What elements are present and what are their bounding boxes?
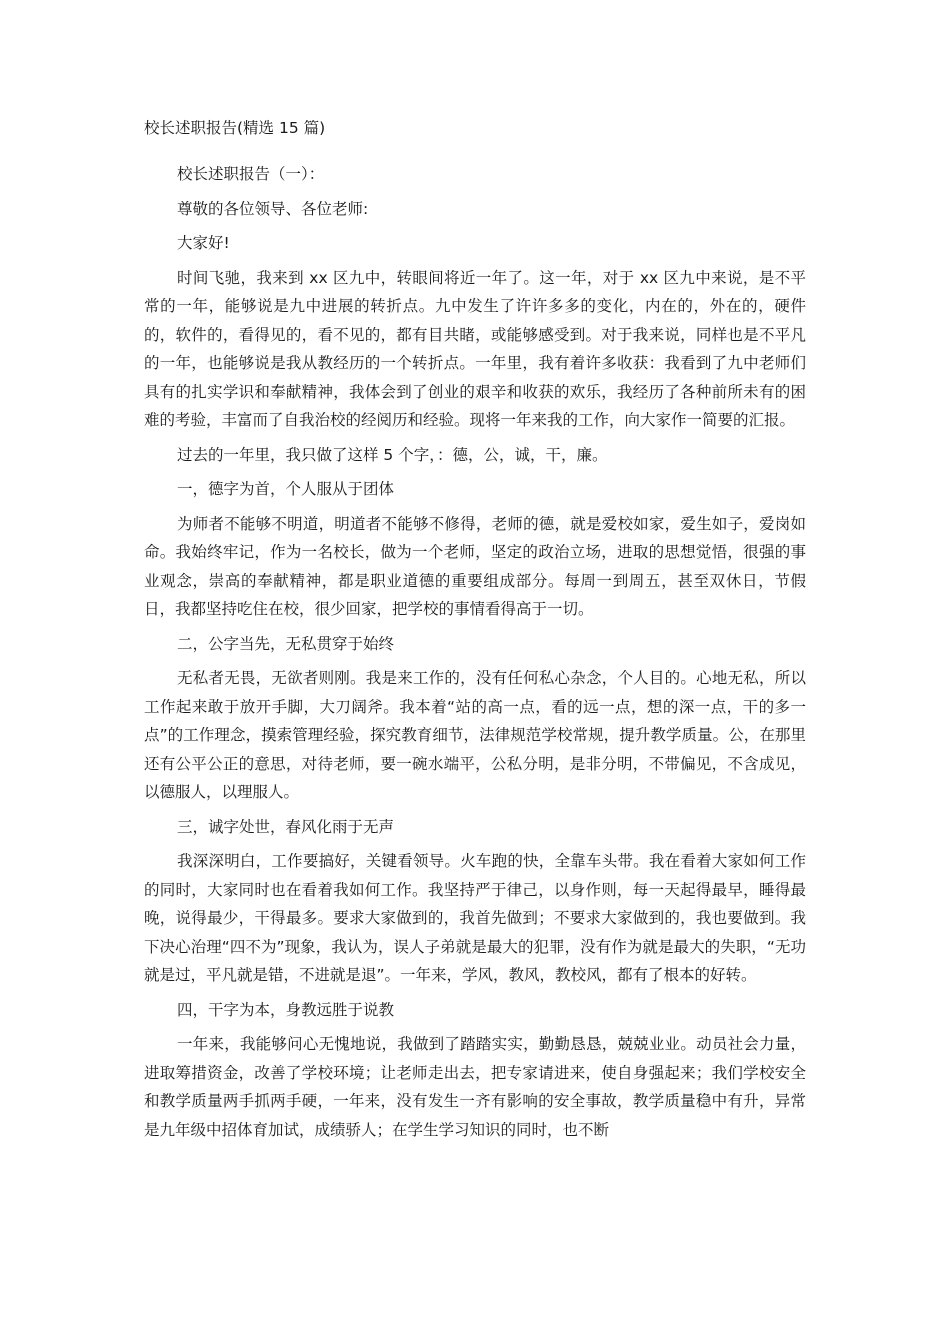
paragraph-de: 为师者不能够不明道，明道者不能够不修得，老师的德，就是爱校如家，爱生如子，爱岗如命。我始终牢记，作为一名校长，做为一个老师，坚定的政治立场，进取的思想觉悟，很强的事业观念，崇高的奉献精神，都是职业道德的重要组成部分。每周一到周五，甚至双休日，节假日，我都坚持吃住在校，很少回家，把学校的事情看得高于一切。: [144, 514, 806, 618]
greeting: 大家好!: [177, 234, 230, 252]
intro-paragraph: 时间飞驰，我来到 xx 区九中，转眼间将近一年了。这一年，对于 xx 区九中来说，是不平常的一年，能够说是九中进展的转折点。九中发生了许许多多的变化，内在的，外在的，硬件的，软件的，看得见的，看不见的，都有目共睹，或能够感受到。对于我来说，同样也是不平凡的一年，也能够说是我从教经历的一个转折点。一年里，我有着许多收获：我看到了九中老师们具有的扎实学识和奉献精神，我体会到了创业的艰辛和收获的欢乐，我经历了各种前所未有的困难的考验，丰富而了自我治校的经阅历和经验。现将一年来我的工作，向大家作一简要的汇报。: [144, 268, 806, 429]
document-title: 校长述职报告(精选 15 篇): [144, 119, 326, 137]
subheading-gong: 二，公字当先，无私贯穿于始终: [177, 634, 395, 653]
paragraph-gan: 一年来，我能够问心无愧地说，我做到了踏踏实实，勤勤恳恳，兢兢业业。动员社会力量，进取筹措资金，改善了学校环境；让老师走出去，把专家请进来，使自身强起来；我们学校安全和教学质量两手抓两手硬，一年来，没有发生一齐有影响的安全事故，教学质量稳中有升，异常是九年级中招体育加试，成绩骄人；在学生学习知识的同时，也不断: [144, 1035, 806, 1139]
document-page: [144, 116, 806, 1150]
salutation: 尊敬的各位领导、各位老师:: [177, 199, 369, 218]
subheading-gan: 四，干字为本，身教远胜于说教: [177, 1000, 395, 1019]
paragraph-cheng: 我深深明白，工作要搞好，关键看领导。火车跑的快，全靠车头带。我在看着大家如何工作的同时，大家同时也在看着我如何工作。我坚持严于律己，以身作则，每一天起得最早，睡得最晚，说得最少，干得最多。要求大家做到的，我首先做到；不要求大家做到的，我也要做到。我下决心治理“四不为”现象，我认为，误人子弟就是最大的犯罪，没有作为就是最大的失职，“无功就是过，平凡就是错，不进就是退”。一年来，学风，教风，教校风，都有了根本的好转。: [144, 852, 806, 984]
subheading-de: 一，德字为首，个人服从于团体: [177, 480, 395, 498]
summary-paragraph: 过去的一年里，我只做了这样 5 个字，：德，公，诚，干，廉。: [177, 445, 608, 464]
paragraph-gong: 无私者无畏，无欲者则刚。我是来工作的，没有任何私心杂念，个人目的。心地无私，所以工作起来敢于放开手脚，大刀阔斧。我本着“站的高一点，看的远一点，想的深一点，干的多一点”的工作理念，摸索管理经验，探究教育细节，法律规范学校常规，提升教学质量。公，在那里还有公平公正的意思，对待老师，要一碗水端平，公私分明，是非分明，不带偏见，不含成见，以德服人，以理服人。: [144, 669, 806, 801]
subheading-cheng: 三，诚字处世，春风化雨于无声: [177, 817, 395, 836]
section-heading: 校长述职报告（一）：: [177, 165, 325, 183]
